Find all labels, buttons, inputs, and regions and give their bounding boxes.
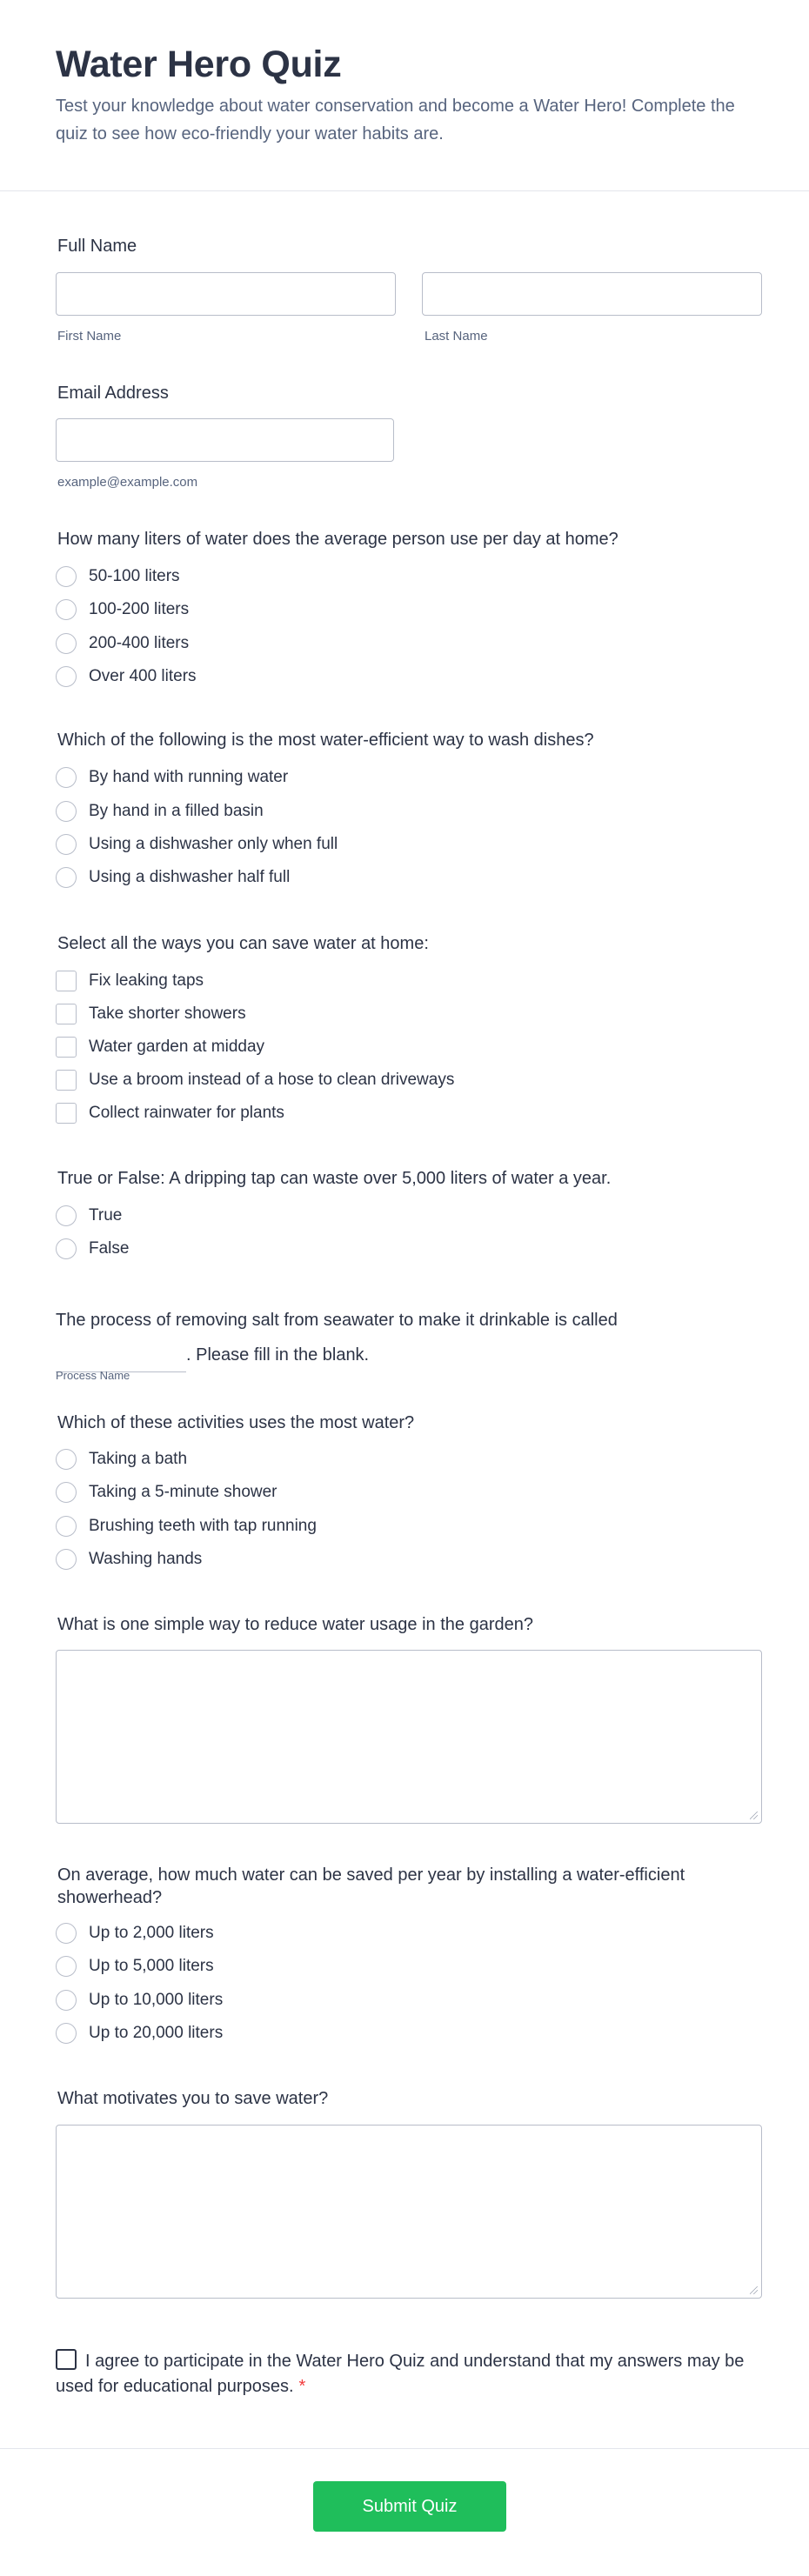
radio-button[interactable] [56, 1205, 77, 1226]
garden-answer-textarea[interactable] [56, 1650, 762, 1824]
q3-option[interactable] [56, 970, 204, 992]
radio-button[interactable] [56, 801, 77, 822]
page-title: Water Hero Quiz [56, 43, 342, 85]
first-name-sublabel: First Name [57, 329, 122, 344]
q2-option[interactable] [56, 766, 288, 789]
checkbox[interactable] [56, 1004, 77, 1024]
consent-text: I agree to participate in the Water Hero Quiz and understand that my answers may be used for educational purposes. [56, 2352, 745, 2396]
option-label: Fix leaking taps [89, 971, 204, 990]
option-label: 100-200 liters [89, 600, 190, 618]
page-subtitle: Test your knowledge about water conservation and become a Water Hero! Complete the quiz to see how eco-friendly your water habits are. [56, 97, 735, 143]
q1-option[interactable] [56, 598, 189, 621]
q1-option[interactable] [56, 565, 180, 588]
q7-option[interactable] [56, 1989, 223, 2012]
option-label: Water garden at midday [89, 1038, 265, 1056]
q2-option[interactable] [56, 800, 264, 823]
resize-grip-icon[interactable] [750, 1812, 758, 1819]
radio-button[interactable] [56, 1923, 77, 1944]
option-label: Take shorter showers [89, 1004, 246, 1023]
fill-blank-text-after: . Please fill in the blank. [186, 1345, 370, 1365]
radio-button[interactable] [56, 1482, 77, 1503]
q4-option[interactable] [56, 1238, 129, 1260]
q2-option[interactable] [56, 866, 290, 889]
email-input[interactable] [56, 418, 394, 462]
q8-question: What motivates you to save water? [57, 2089, 329, 2108]
radio-button[interactable] [56, 2023, 77, 2044]
option-label: Up to 5,000 liters [89, 1957, 214, 1975]
motivation-textarea[interactable] [56, 2125, 762, 2299]
q3-option[interactable] [56, 1036, 264, 1058]
checkbox[interactable] [56, 971, 77, 991]
footer-divider [0, 2448, 809, 2449]
fill-blank-question [56, 1303, 769, 1372]
option-label: 50-100 liters [89, 567, 180, 585]
q4-option[interactable] [56, 1205, 122, 1227]
q1-option[interactable] [56, 632, 189, 655]
last-name-input[interactable] [422, 272, 762, 316]
q3-option[interactable] [56, 1069, 454, 1091]
radio-button[interactable] [56, 1549, 77, 1570]
q3-option[interactable] [56, 1003, 246, 1025]
option-label: False [89, 1239, 130, 1258]
radio-button[interactable] [56, 1238, 77, 1259]
resize-grip-icon[interactable] [750, 2286, 758, 2294]
first-name-input[interactable] [56, 272, 396, 316]
consent-checkbox[interactable] [56, 2349, 77, 2370]
fill-blank-text-before: The process of removing salt from seawater to make it drinkable is called [56, 1311, 618, 1330]
option-label: True [89, 1206, 123, 1225]
option-label: By hand with running water [89, 768, 289, 786]
option-label: Up to 2,000 liters [89, 1924, 214, 1942]
q2-option[interactable] [56, 833, 338, 856]
radio-button[interactable] [56, 1990, 77, 2011]
last-name-sublabel: Last Name [425, 329, 488, 344]
option-label: Over 400 liters [89, 667, 197, 685]
radio-button[interactable] [56, 834, 77, 855]
option-label: Washing hands [89, 1550, 203, 1568]
q1-question: How many liters of water does the average person use per day at home? [57, 530, 618, 549]
option-label: Taking a 5-minute shower [89, 1483, 277, 1501]
q5-option[interactable] [56, 1515, 317, 1538]
header-divider [0, 190, 809, 191]
q5-option[interactable] [56, 1448, 187, 1471]
q5-option[interactable] [56, 1548, 202, 1571]
radio-button[interactable] [56, 1449, 77, 1470]
q6-question: What is one simple way to reduce water usage in the garden? [57, 1615, 533, 1634]
radio-button[interactable] [56, 1956, 77, 1977]
q1-option[interactable] [56, 665, 197, 688]
option-label: Using a dishwasher half full [89, 868, 291, 886]
option-label: Up to 20,000 liters [89, 2024, 224, 2042]
q7-option[interactable] [56, 2022, 223, 2045]
q3-option[interactable] [56, 1102, 284, 1124]
radio-button[interactable] [56, 1516, 77, 1537]
radio-button[interactable] [56, 867, 77, 888]
email-label: Email Address [57, 384, 169, 403]
q7-question: On average, how much water can be saved per year by installing a water-efficient showerhead? [57, 1865, 685, 1907]
submit-button[interactable]: Submit Quiz [313, 2481, 506, 2532]
email-sublabel: example@example.com [57, 475, 198, 490]
option-label: Collect rainwater for plants [89, 1104, 284, 1122]
q5-option[interactable] [56, 1481, 277, 1504]
radio-button[interactable] [56, 633, 77, 654]
radio-button[interactable] [56, 566, 77, 587]
process-name-sublabel: Process Name [56, 1369, 130, 1382]
q3-question: Select all the ways you can save water at home: [57, 934, 429, 953]
option-label: Using a dishwasher only when full [89, 835, 338, 853]
checkbox[interactable] [56, 1037, 77, 1058]
option-label: By hand in a filled basin [89, 802, 264, 820]
option-label: Up to 10,000 liters [89, 1991, 224, 2009]
q2-question: Which of the following is the most water-efficient way to wash dishes? [57, 731, 594, 750]
q4-question: True or False: A dripping tap can waste over 5,000 liters of water a year. [57, 1169, 612, 1188]
option-label: Brushing teeth with tap running [89, 1517, 317, 1535]
radio-button[interactable] [56, 666, 77, 687]
q5-question: Which of these activities uses the most water? [57, 1413, 415, 1432]
radio-button[interactable] [56, 599, 77, 620]
consent-row [56, 2349, 769, 2399]
full-name-label: Full Name [57, 237, 137, 256]
checkbox[interactable] [56, 1103, 77, 1124]
q7-option[interactable] [56, 1955, 214, 1978]
q7-option[interactable] [56, 1922, 214, 1945]
radio-button[interactable] [56, 767, 77, 788]
option-label: Use a broom instead of a hose to clean driveways [89, 1071, 455, 1089]
option-label: Taking a bath [89, 1450, 188, 1468]
option-label: 200-400 liters [89, 634, 190, 652]
checkbox[interactable] [56, 1070, 77, 1091]
required-marker: * [298, 2377, 306, 2396]
